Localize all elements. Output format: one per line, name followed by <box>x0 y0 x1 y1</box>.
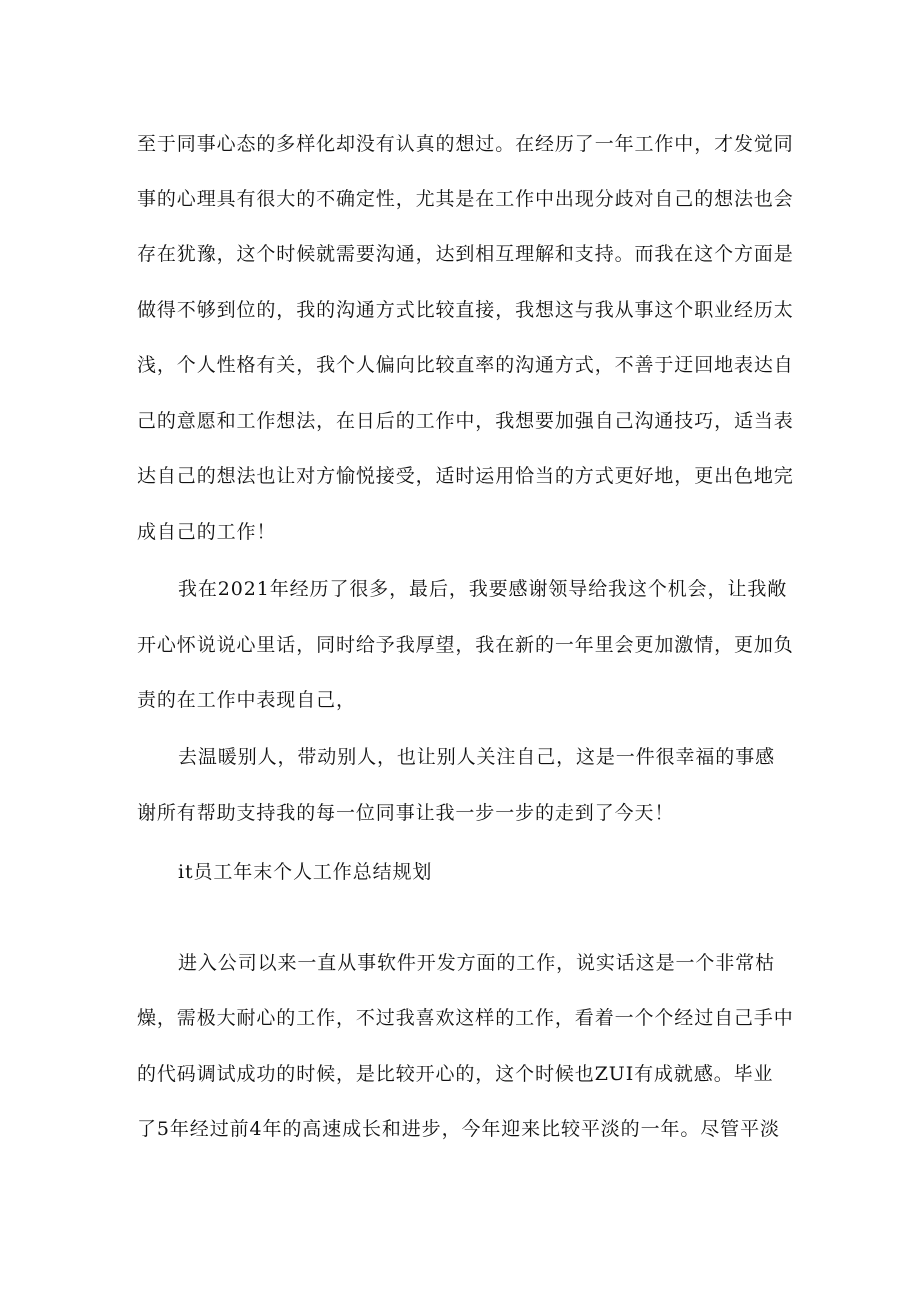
paragraph-line: 我在2021年经历了很多，最后，我要感谢领导给我这个机会，让我敞 <box>178 578 788 600</box>
paragraph-line: 开心怀说说心里话，同时给予我厚望，我在新的一年里会更加激情，更加负 <box>137 634 794 656</box>
paragraph-line: 存在犹豫，这个时候就需要沟通，达到相互理解和支持。而我在这个方面是 <box>137 243 794 265</box>
section-title: it员工年末个人工作总结规划 <box>178 861 433 883</box>
paragraph-line: 浅，个人性格有关，我个人偏向比较直率的沟通方式，不善于迂回地表达自 <box>137 354 794 376</box>
paragraph-line: 事的心理具有很大的不确定性，尤其是在工作中出现分歧对自己的想法也会 <box>137 188 794 210</box>
paragraph-line: 至于同事心态的多样化却没有认真的想过。在经历了一年工作中，才发觉同 <box>137 133 794 155</box>
paragraph-line: 的代码调试成功的时候，是比较开心的，这个时候也ZUI有成就感。毕业 <box>137 1063 774 1085</box>
paragraph-line: 己的意愿和工作想法，在日后的工作中，我想要加强自己沟通技巧，适当表 <box>137 410 794 432</box>
paragraph-line: 燥，需极大耐心的工作，不过我喜欢这样的工作，看着一个个经过自己手中 <box>137 1007 794 1029</box>
paragraph-line: 责的在工作中表现自己， <box>137 689 356 711</box>
paragraph-line: 进入公司以来一直从事软件开发方面的工作，说实话这是一个非常枯 <box>178 952 776 974</box>
paragraph-line: 了5年经过前4年的高速成长和进步，今年迎来比较平淡的一年。尽管平淡 <box>137 1118 780 1140</box>
paragraph-line: 成自己的工作！ <box>137 521 277 543</box>
paragraph-line: 去温暖别人，带动别人，也让别人关注自己，这是一件很幸福的事感 <box>178 746 776 768</box>
paragraph-line: 谢所有帮助支持我的每一位同事让我一步一步的走到了今天！ <box>137 802 675 824</box>
paragraph-line: 做得不够到位的，我的沟通方式比较直接，我想这与我从事这个职业经历太 <box>137 299 794 321</box>
paragraph-line: 达自己的想法也让对方愉悦接受，适时运用恰当的方式更好地，更出色地完 <box>137 465 794 487</box>
